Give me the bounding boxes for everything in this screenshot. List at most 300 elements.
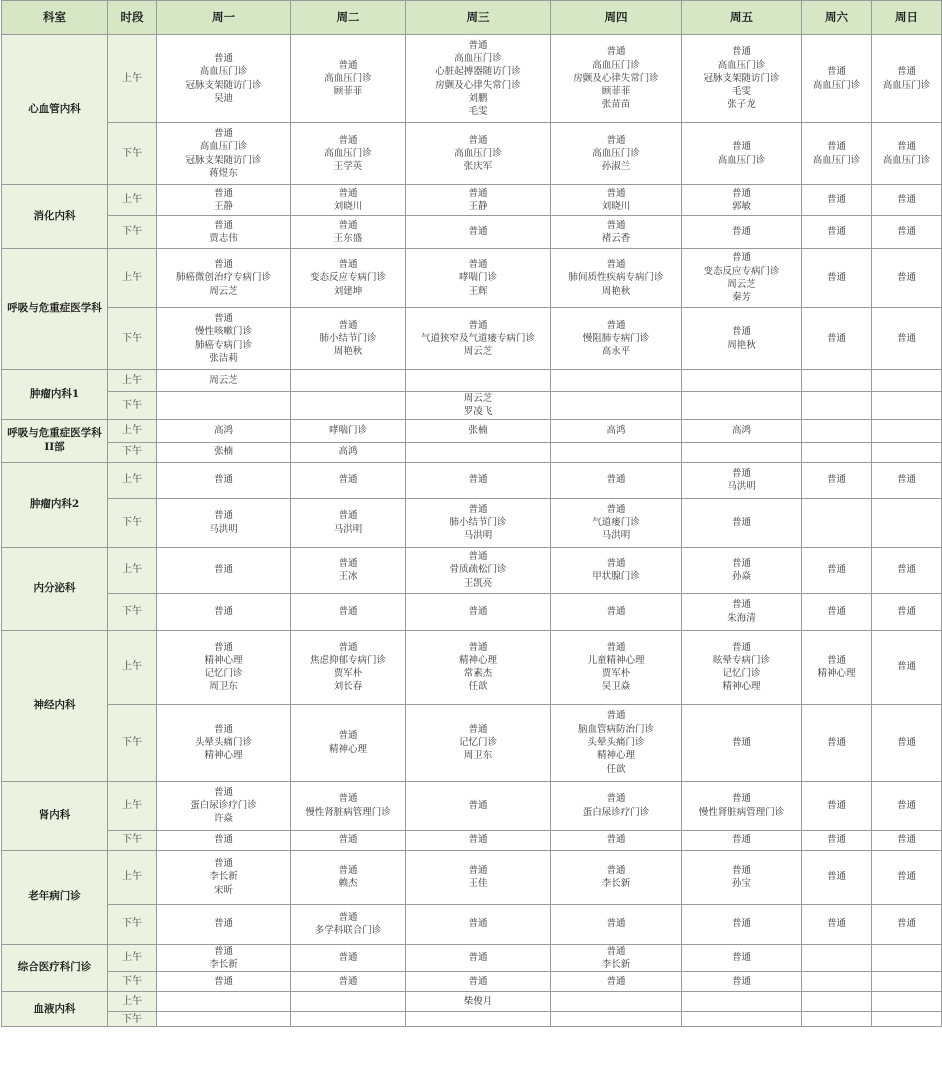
period-label: 上午 [108, 370, 157, 392]
cell-line: 秦芳 [731, 292, 751, 304]
cell-line: 高血压门诊 [882, 79, 931, 91]
cell-line: 普通 [213, 564, 233, 576]
cell-line: 贾军朴 [333, 668, 363, 680]
table-row [2, 704, 942, 781]
cell-line: 普通 [213, 52, 233, 64]
schedule-cell-sun [872, 462, 942, 498]
schedule-cell-tue [291, 904, 406, 944]
schedule-cell-mon [157, 593, 291, 630]
cell-line: 郭敏 [731, 201, 751, 212]
cell-line: 普通 [338, 474, 358, 486]
cell-line: 王佳 [468, 878, 488, 890]
cell-line: 普通 [826, 736, 846, 748]
schedule-cell-sun [872, 442, 942, 462]
department-name: 综合医疗科门诊 [2, 944, 108, 992]
table-row [2, 216, 942, 249]
cell-line: 普通 [338, 976, 358, 988]
cell-line: 普通 [731, 834, 751, 846]
cell-line: 马洪明 [601, 530, 631, 542]
schedule-cell-sun [872, 704, 942, 781]
schedule-cell-thu [551, 904, 682, 944]
schedule-cell-thu [551, 992, 682, 1012]
cell-line: 普通 [896, 605, 916, 617]
schedule-cell-sat [802, 830, 872, 850]
schedule-cell-thu [551, 216, 682, 249]
department-name: 内分泌科 [2, 547, 108, 630]
cell-line: 普通 [826, 474, 846, 486]
cell-line: 吴迪 [213, 92, 233, 104]
cell-line: 普通 [731, 226, 751, 238]
schedule-cell-mon [157, 630, 291, 704]
period-label: 下午 [108, 123, 157, 185]
schedule-cell-tue [291, 123, 406, 185]
cell-line: 高血压门诊 [812, 79, 861, 91]
department-name: 呼吸与危重症医学科II部 [2, 419, 108, 462]
cell-line: 普通 [896, 474, 916, 486]
period-label: 下午 [108, 392, 157, 420]
schedule-cell-wed [406, 216, 551, 249]
period-label: 上午 [108, 944, 157, 972]
schedule-cell-mon [157, 123, 291, 185]
header-period: 时段 [108, 1, 157, 35]
cell-line: 普通 [731, 516, 751, 528]
cell-line: 普通 [213, 945, 233, 957]
schedule-cell-thu [551, 704, 682, 781]
schedule-cell-mon [157, 992, 291, 1012]
schedule-cell-fri [682, 944, 802, 972]
schedule-cell-sat [802, 123, 872, 185]
cell-line: 周云芝 [463, 393, 493, 404]
cell-line: 王辉 [468, 285, 488, 297]
cell-line: 心脏起搏器随访门诊 [435, 66, 521, 78]
cell-line: 精神心理 [204, 750, 243, 762]
cell-line: 普通 [731, 641, 751, 653]
cell-line: 高血压门诊 [592, 147, 640, 159]
schedule-cell-fri [682, 392, 802, 420]
schedule-cell-sat [802, 370, 872, 392]
schedule-cell-fri [682, 249, 802, 308]
schedule-cell-wed [406, 462, 551, 498]
cell-line: 普通 [731, 918, 751, 930]
schedule-cell-wed [406, 123, 551, 185]
cell-line: 普通 [826, 66, 846, 78]
schedule-cell-tue [291, 781, 406, 830]
schedule-cell-tue [291, 419, 406, 442]
cell-line: 肺癌微创治疗专病门诊 [175, 272, 271, 284]
period-label: 下午 [108, 1012, 157, 1027]
schedule-cell-mon [157, 392, 291, 420]
schedule-cell-mon [157, 944, 291, 972]
cell-line: 气道瘘门诊 [592, 516, 640, 528]
cell-line: 房颤及心律失常门诊 [573, 72, 659, 84]
cell-line: 普通 [896, 799, 916, 811]
period-label: 下午 [108, 593, 157, 630]
cell-line: 普通 [606, 557, 626, 569]
cell-line: 普通 [826, 799, 846, 811]
cell-line: 普通 [468, 134, 488, 146]
schedule-cell-sat [802, 904, 872, 944]
schedule-cell-mon [157, 498, 291, 547]
cell-line: 贾军朴 [601, 668, 631, 680]
department-name: 神经内科 [2, 630, 108, 781]
cell-line: 慢阻肺专病门诊 [582, 332, 650, 344]
cell-line: 高血压门诊 [454, 52, 502, 64]
period-label: 上午 [108, 547, 157, 593]
period-label: 下午 [108, 904, 157, 944]
cell-line: 记忆门诊 [722, 668, 761, 680]
cell-line: 普通 [338, 730, 358, 742]
cell-line: 周云芝 [209, 285, 238, 297]
cell-line: 褚云香 [601, 233, 631, 244]
period-label: 上午 [108, 850, 157, 904]
schedule-cell-fri [682, 547, 802, 593]
cell-line: 普通 [338, 641, 358, 653]
header-saturday: 周六 [802, 1, 872, 35]
cell-line: 普通 [338, 864, 358, 876]
period-label: 上午 [108, 462, 157, 498]
cell-line: 普通 [338, 911, 358, 923]
cell-line: 肺小结节门诊 [319, 332, 377, 344]
schedule-cell-tue [291, 850, 406, 904]
schedule-cell-thu [551, 370, 682, 392]
schedule-cell-thu [551, 781, 682, 830]
cell-line: 普通 [338, 510, 358, 522]
cell-line: 罗凌飞 [463, 406, 493, 418]
cell-line: 普通 [826, 332, 846, 344]
cell-line: 普通 [896, 834, 916, 846]
schedule-cell-thu [551, 630, 682, 704]
cell-line: 普通 [338, 793, 358, 805]
cell-line: 普通 [338, 952, 358, 964]
schedule-cell-thu [551, 308, 682, 370]
cell-line: 刘鹏 [468, 92, 488, 104]
period-label: 下午 [108, 442, 157, 462]
cell-line: 周云芝 [209, 374, 238, 386]
schedule-cell-sun [872, 498, 942, 547]
cell-line: 李长新 [209, 871, 238, 883]
department-name: 肿瘤内科2 [2, 462, 108, 547]
cell-line: 毛雯 [731, 86, 751, 98]
cell-line: 王冰 [338, 571, 358, 583]
cell-line: 王凯亮 [463, 577, 493, 589]
cell-line: 普通 [468, 319, 488, 331]
schedule-cell-wed [406, 704, 551, 781]
schedule-cell-fri [682, 498, 802, 547]
schedule-cell-sun [872, 593, 942, 630]
cell-line: 精神心理 [596, 750, 635, 762]
cell-line: 变态反应专病门诊 [309, 272, 386, 284]
period-label: 下午 [108, 308, 157, 370]
schedule-cell-sun [872, 944, 942, 972]
department-name: 消化内科 [2, 185, 108, 249]
schedule-cell-mon [157, 419, 291, 442]
cell-line: 气道狭窄及气道瘘专病门诊 [420, 332, 535, 344]
cell-line: 普通 [731, 467, 751, 479]
schedule-cell-thu [551, 419, 682, 442]
schedule-cell-tue [291, 392, 406, 420]
cell-line: 普通 [213, 259, 233, 271]
cell-line: 普通 [468, 503, 488, 515]
cell-line: 高血压门诊 [199, 66, 248, 78]
schedule-cell-sun [872, 781, 942, 830]
header-friday: 周五 [682, 1, 802, 35]
cell-line: 周云芝 [463, 346, 493, 358]
schedule-cell-tue [291, 185, 406, 216]
schedule-cell-sat [802, 972, 872, 992]
cell-line: 普通 [213, 510, 233, 522]
schedule-cell-sat [802, 498, 872, 547]
cell-line: 普通 [338, 259, 358, 271]
schedule-cell-mon [157, 547, 291, 593]
cell-line: 普通 [896, 871, 916, 883]
schedule-cell-fri [682, 462, 802, 498]
cell-line: 头晕头痛门诊 [194, 736, 252, 748]
cell-line: 张庆军 [463, 161, 493, 173]
period-label: 上午 [108, 35, 157, 123]
cell-line: 普通 [731, 187, 751, 199]
cell-line: 马洪明 [333, 523, 363, 535]
cell-line: 宋昕 [213, 884, 233, 896]
cell-line: 普通 [731, 326, 751, 338]
cell-line: 周云芝 [727, 279, 756, 290]
cell-line: 焦虑抑郁专病门诊 [309, 654, 386, 666]
schedule-cell-sat [802, 462, 872, 498]
table-row [2, 370, 942, 392]
header-dept: 科室 [2, 1, 108, 35]
cell-line: 普通 [606, 219, 626, 231]
header-monday: 周一 [157, 1, 291, 35]
cell-line: 记忆门诊 [204, 668, 243, 680]
table-row [2, 419, 942, 442]
schedule-cell-mon [157, 1012, 291, 1027]
schedule-cell-wed [406, 35, 551, 123]
schedule-cell-mon [157, 308, 291, 370]
schedule-cell-wed [406, 781, 551, 830]
cell-line: 普通 [731, 793, 751, 805]
cell-line: 普通 [826, 871, 846, 883]
schedule-cell-sun [872, 216, 942, 249]
table-row [2, 850, 942, 904]
clinic-schedule-table [1, 0, 942, 1027]
cell-line: 普通 [606, 134, 626, 146]
cell-line: 普通 [338, 319, 358, 331]
schedule-cell-wed [406, 972, 551, 992]
cell-line: 普通 [468, 976, 488, 988]
cell-line: 普通 [896, 564, 916, 576]
cell-line: 普通 [606, 710, 626, 722]
schedule-cell-tue [291, 442, 406, 462]
schedule-cell-fri [682, 781, 802, 830]
schedule-cell-fri [682, 830, 802, 850]
table-row [2, 972, 942, 992]
schedule-cell-tue [291, 308, 406, 370]
schedule-cell-sat [802, 850, 872, 904]
cell-line: 普通 [826, 141, 846, 153]
cell-line: 吴卫焱 [601, 681, 631, 693]
schedule-cell-sat [802, 249, 872, 308]
schedule-cell-mon [157, 216, 291, 249]
schedule-cell-tue [291, 944, 406, 972]
schedule-cell-sat [802, 216, 872, 249]
schedule-cell-fri [682, 442, 802, 462]
cell-line: 普通 [606, 259, 626, 271]
schedule-cell-wed [406, 498, 551, 547]
schedule-cell-thu [551, 185, 682, 216]
schedule-cell-tue [291, 370, 406, 392]
schedule-cell-mon [157, 850, 291, 904]
schedule-cell-fri [682, 419, 802, 442]
cell-line: 普通 [468, 864, 488, 876]
cell-line: 普通 [606, 474, 626, 486]
schedule-cell-thu [551, 442, 682, 462]
schedule-cell-tue [291, 830, 406, 850]
schedule-cell-sat [802, 944, 872, 972]
cell-line: 高血压门诊 [454, 147, 502, 159]
schedule-cell-sat [802, 392, 872, 420]
cell-line: 普通 [213, 187, 233, 199]
schedule-cell-tue [291, 593, 406, 630]
schedule-cell-thu [551, 850, 682, 904]
cell-line: 赖杰 [338, 878, 358, 890]
schedule-cell-sat [802, 185, 872, 216]
schedule-cell-tue [291, 1012, 406, 1027]
cell-line: 普通 [468, 641, 488, 653]
table-row [2, 123, 942, 185]
cell-line: 刘晓川 [601, 201, 631, 212]
cell-line: 普通 [606, 46, 626, 58]
schedule-cell-sun [872, 185, 942, 216]
cell-line: 普通 [606, 976, 626, 988]
cell-line: 刘长春 [333, 681, 363, 693]
cell-line: 甲状腺门诊 [592, 571, 640, 583]
department-name: 呼吸与危重症医学科 [2, 249, 108, 370]
schedule-cell-sun [872, 370, 942, 392]
table-row [2, 830, 942, 850]
cell-line: 肺间质性疾病专病门诊 [568, 272, 664, 284]
schedule-cell-wed [406, 904, 551, 944]
schedule-cell-wed [406, 442, 551, 462]
cell-line: 普通 [731, 557, 751, 569]
table-row [2, 1012, 942, 1027]
period-label: 下午 [108, 498, 157, 547]
schedule-cell-mon [157, 704, 291, 781]
cell-line: 常素杰 [463, 668, 493, 680]
cell-line: 许焱 [213, 813, 233, 825]
schedule-cell-thu [551, 972, 682, 992]
cell-line: 普通 [213, 786, 233, 798]
schedule-cell-fri [682, 216, 802, 249]
cell-line: 顾菲菲 [601, 86, 631, 98]
cell-line: 普通 [468, 551, 488, 563]
cell-line: 普通 [731, 736, 751, 748]
department-name: 肿瘤内科1 [2, 370, 108, 420]
cell-line: 普通 [896, 918, 916, 930]
schedule-cell-fri [682, 630, 802, 704]
schedule-cell-tue [291, 630, 406, 704]
cell-line: 慢性咳嗽门诊 [194, 326, 252, 338]
schedule-cell-tue [291, 249, 406, 308]
schedule-cell-sun [872, 419, 942, 442]
table-row [2, 992, 942, 1012]
cell-line: 毛雯 [468, 106, 488, 118]
cell-line: 普通 [213, 605, 233, 617]
cell-line: 普通 [826, 194, 846, 206]
schedule-cell-fri [682, 185, 802, 216]
cell-line: 高血压门诊 [812, 154, 861, 166]
cell-line: 普通 [606, 187, 626, 199]
cell-line: 普通 [731, 46, 751, 58]
cell-line: 肺小结节门诊 [449, 516, 507, 528]
cell-line: 高鸿 [606, 424, 626, 436]
cell-line: 普通 [468, 605, 488, 617]
cell-line: 张楠 [213, 446, 233, 458]
schedule-cell-tue [291, 547, 406, 593]
cell-line: 蛋白尿诊疗门诊 [190, 799, 257, 811]
schedule-cell-mon [157, 185, 291, 216]
schedule-cell-mon [157, 972, 291, 992]
schedule-cell-mon [157, 442, 291, 462]
table-row [2, 308, 942, 370]
cell-line: 周艳秋 [601, 285, 631, 297]
cell-line: 肺癌专病门诊 [194, 339, 252, 351]
schedule-cell-sat [802, 308, 872, 370]
cell-line: 高鸿 [213, 424, 233, 436]
cell-line: 普通 [468, 834, 488, 846]
cell-line: 高鸿 [731, 424, 751, 436]
schedule-cell-fri [682, 904, 802, 944]
cell-line: 精神心理 [817, 668, 856, 680]
schedule-cell-wed [406, 185, 551, 216]
cell-line: 高血压门诊 [324, 72, 372, 84]
cell-line: 普通 [213, 219, 233, 231]
schedule-cell-thu [551, 123, 682, 185]
cell-line: 高血压门诊 [882, 154, 931, 166]
cell-line: 普通 [338, 59, 358, 71]
schedule-cell-mon [157, 462, 291, 498]
cell-line: 精神心理 [458, 654, 497, 666]
cell-line: 冠脉支架随访门诊 [703, 72, 780, 84]
schedule-cell-thu [551, 1012, 682, 1027]
cell-line: 普通 [896, 141, 916, 153]
table-row [2, 630, 942, 704]
cell-line: 周艳秋 [333, 346, 363, 358]
cell-line: 贾志伟 [209, 233, 238, 244]
cell-line: 朱海清 [727, 612, 756, 624]
schedule-cell-sat [802, 1012, 872, 1027]
cell-line: 普通 [213, 474, 233, 486]
table-row [2, 498, 942, 547]
cell-line: 王静 [213, 201, 233, 212]
schedule-cell-fri [682, 850, 802, 904]
schedule-cell-fri [682, 35, 802, 123]
header-wednesday: 周三 [406, 1, 551, 35]
schedule-cell-tue [291, 462, 406, 498]
cell-line: 普通 [468, 952, 488, 964]
schedule-cell-wed [406, 944, 551, 972]
cell-line: 李长新 [209, 958, 238, 970]
schedule-cell-wed [406, 547, 551, 593]
cell-line: 普通 [826, 272, 846, 284]
cell-line: 任歆 [468, 681, 488, 693]
cell-line: 慢性肾脏病管理门诊 [698, 806, 785, 818]
cell-line: 普通 [606, 864, 626, 876]
cell-line: 王学英 [333, 161, 363, 173]
cell-line: 眩晕专病门诊 [712, 654, 770, 666]
schedule-cell-sun [872, 830, 942, 850]
cell-line: 普通 [896, 66, 916, 78]
cell-line: 孙宝 [731, 878, 751, 890]
cell-line: 普通 [338, 557, 358, 569]
